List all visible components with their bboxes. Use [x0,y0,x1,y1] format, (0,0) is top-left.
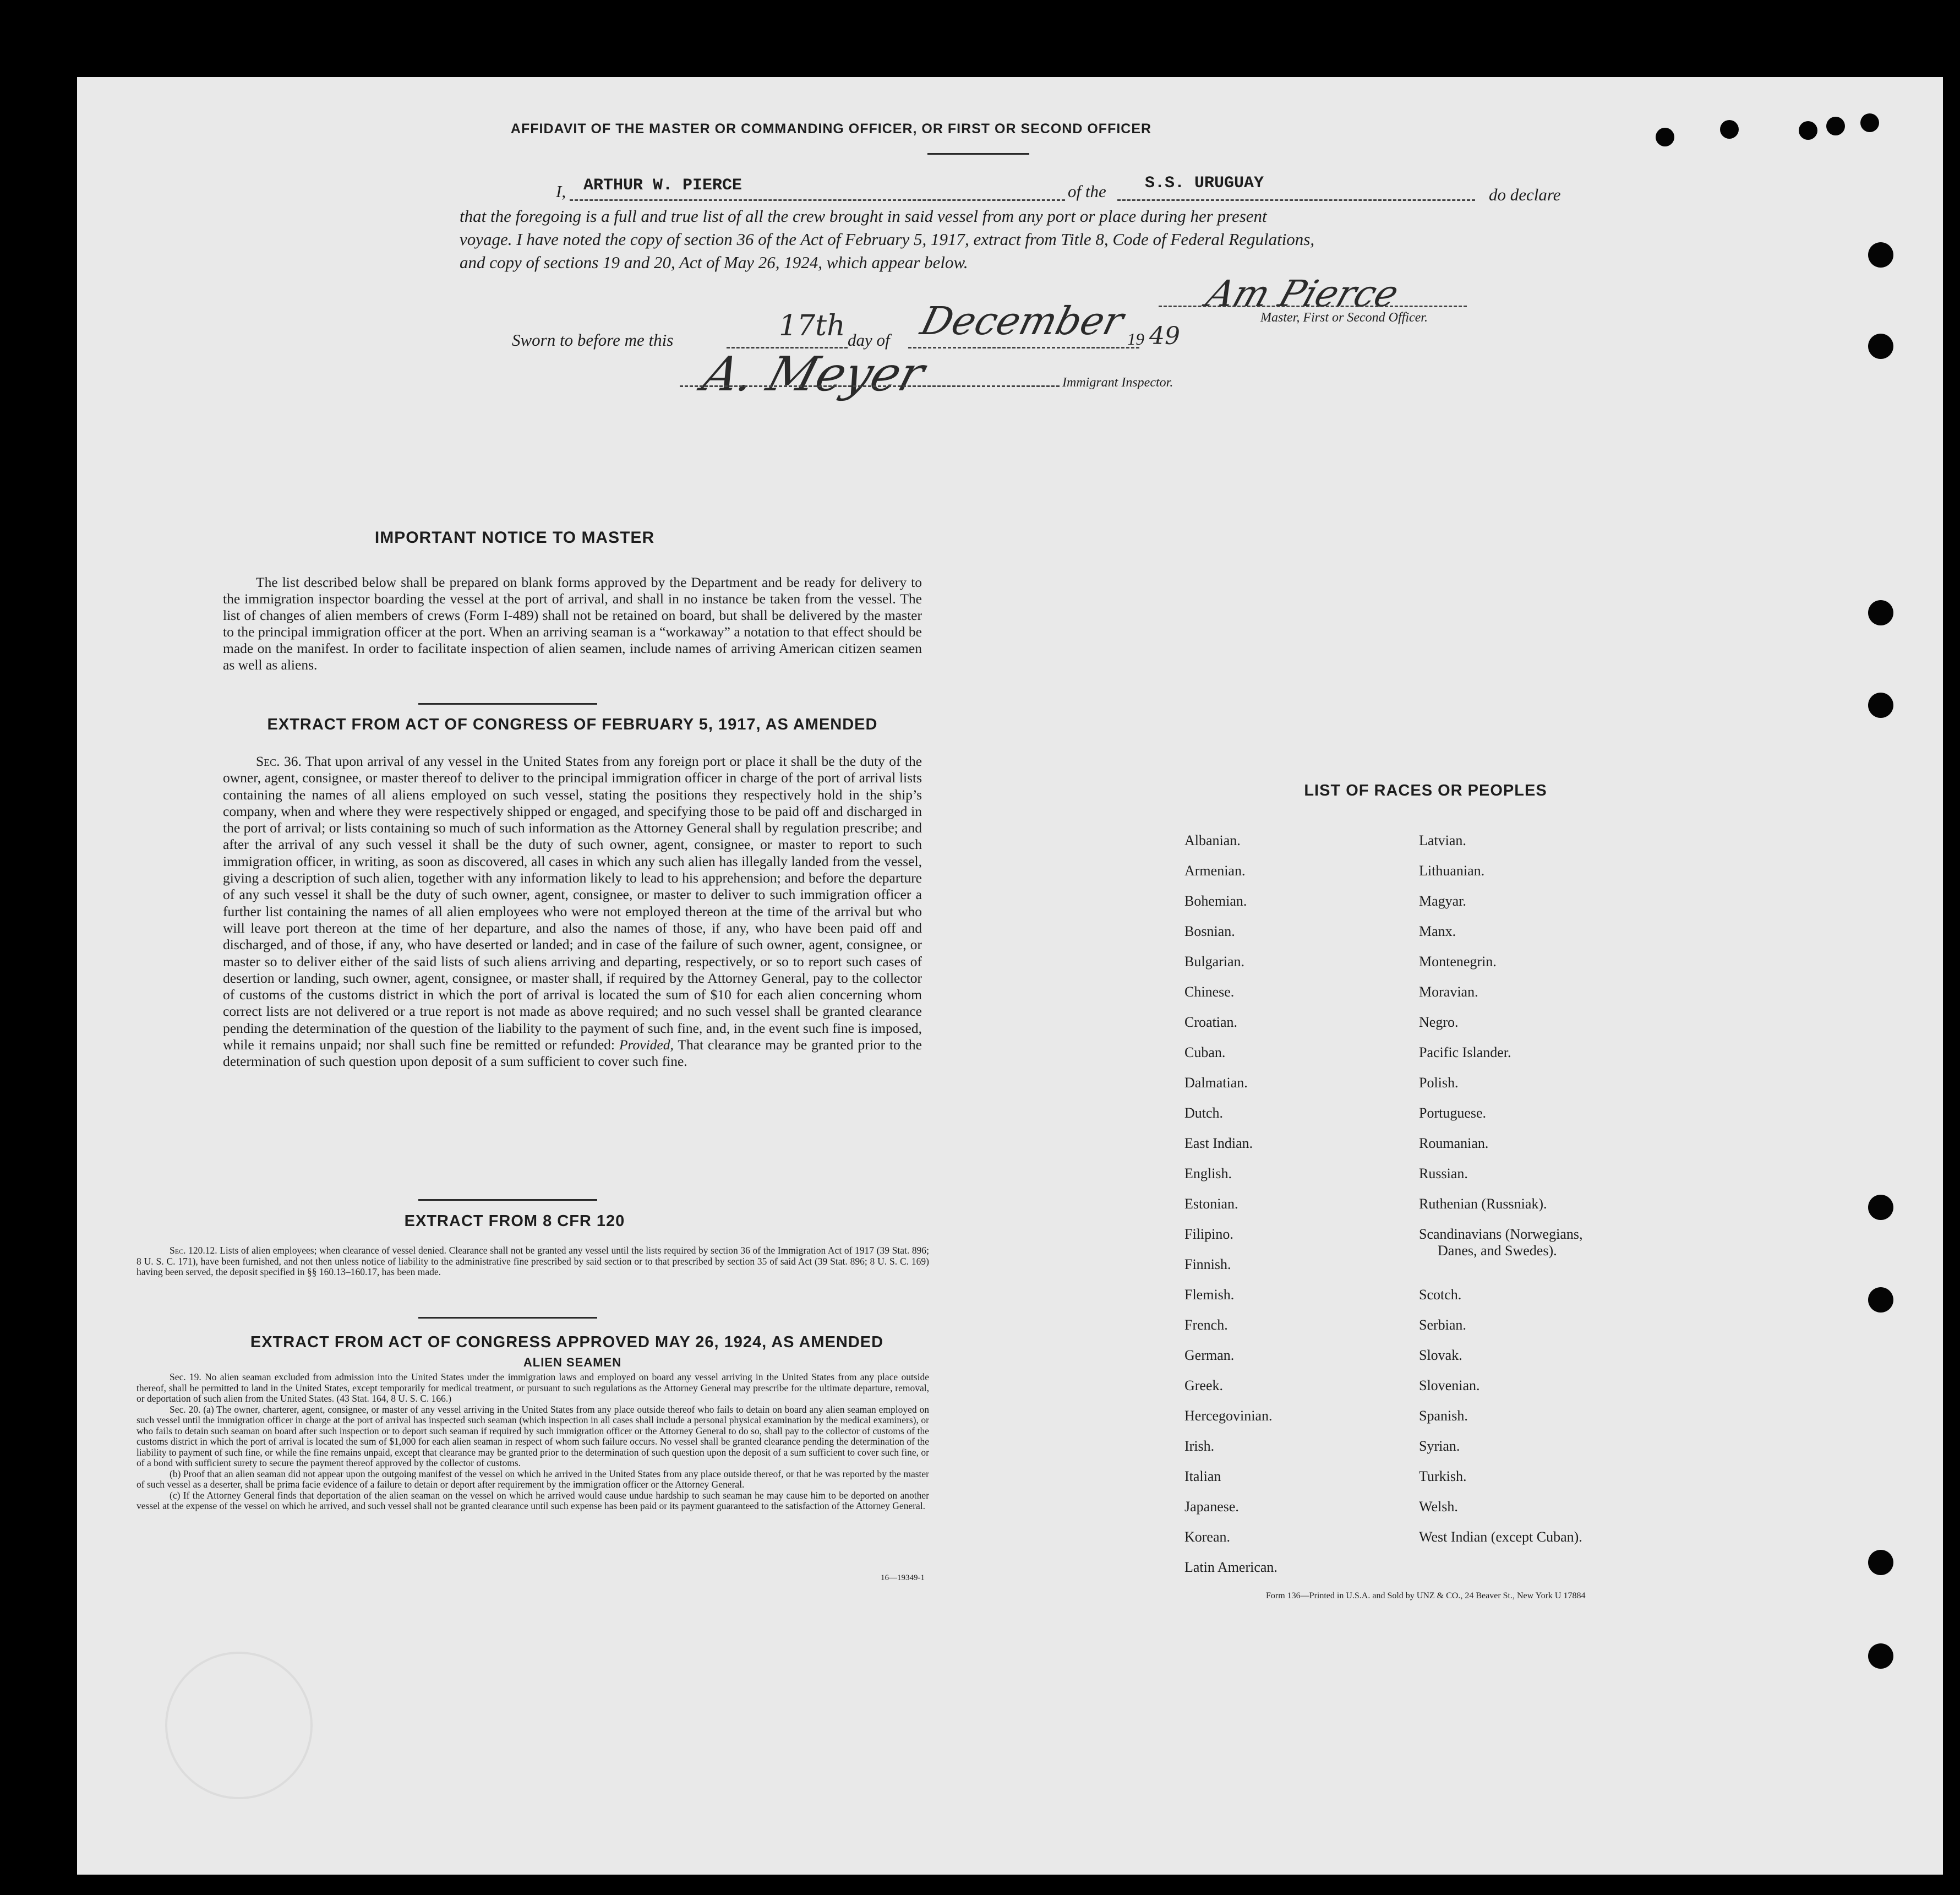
race-item: Montenegrin. [1419,954,1497,970]
race-item: Polish. [1419,1075,1459,1091]
race-item: Russian. [1419,1166,1468,1181]
statement-line: and copy of sections 19 and 20, Act of May 26, 1924, which appear below. [460,253,968,272]
sec-120-label: Sec. 120.12. [170,1245,217,1256]
race-item: Dutch. [1184,1105,1224,1121]
extract-cfr-body [137,1245,929,1278]
race-item: Latvian. [1419,832,1466,848]
extract-1917-body [223,753,922,1070]
race-item: Cuban. [1184,1044,1226,1060]
sworn-day: 17th [779,309,845,342]
race-item: Ruthenian (Russniak). [1419,1196,1547,1212]
races-left-column [1184,832,1394,1589]
race-item: Flemish. [1184,1287,1235,1303]
inspector-signature: A. Meyer [696,347,931,402]
race-item: Slovenian. [1419,1377,1480,1393]
vessel-name-line [1117,199,1475,201]
race-item: Bulgarian. [1184,954,1245,970]
day-of-label: day of [848,330,890,350]
sec-20c-paragraph: (c) If the Attorney General finds that deportation of the alien seaman on the vessel on which he arrived would cause undue hardship to such seaman he may cause him to be deported on another vessel at the expense of the vessel on which he arrived, and such vessel shall not be granted clearance until such expense has been paid or its payment guaranteed to the satisfaction of the Attorney General. [137,1489,929,1511]
officer-name-line [570,199,1065,201]
race-item: Japanese. [1184,1499,1239,1515]
sec-36-label: Sec. 36. [256,753,302,769]
races-right-column [1419,832,1749,1559]
race-item: Latin American. [1184,1559,1277,1575]
race-item: Italian [1184,1468,1221,1484]
officer-name: ARTHUR W. PIERCE [583,176,742,195]
notice-body: The list described below shall be prepared on blank forms approved by the Department and be ready for delivery to the immigration inspector boarding the vessel at the port of arrival, and shall in no instance be taken from the vessel. The list of changes of alien members of crews (Form I-489) shall not be retained on board, but shall be delivered by the master to the principal immigration officer at the port. When an arriving seaman is a “workaway” a notation to that effect should be made on the manifest. In order to facilitate inspection of alien seamen, include names of arriving American citizen seamen as well as aliens. [223,574,922,673]
races-title: LIST OF RACES OR PEOPLES [1304,782,1547,799]
year-prefix: 19 [1127,329,1144,348]
sec-36-text-end: That clearance may be granted prior to the determination of such question upon deposit of a sum sufficient to cover such fine. [223,1037,922,1070]
race-item: Croatian. [1184,1014,1238,1030]
affidavit-statement [460,205,1571,274]
master-signature: Am Pierce [1201,273,1404,315]
race-item: English. [1184,1166,1232,1181]
vessel-name: S.S. URUGUAY [1145,174,1264,193]
race-item: Slovak. [1419,1347,1462,1363]
of-the-label: of the [1068,182,1106,201]
punch-hole [1826,117,1845,135]
extract-1924-title: EXTRACT FROM ACT OF CONGRESS APPROVED MAY 26, 1924, AS AMENDED [250,1333,884,1351]
punch-hole [1868,1643,1893,1669]
sec-20a-paragraph: Sec. 20. (a) The owner, charterer, agent, consignee, or master of any vessel arriving in the United States from any place outside thereof who fails to detain on board any alien seaman employed on such vessel until the immigration officer in charge at the port of arrival has inspected such seaman (which inspection in all cases shall include a personal physical examination by the medical examiners), or who fails to detain such seaman on board after such inspection or to deport such seaman if required by such immigration officer or the Attorney General to do so, shall pay to the collector of customs of the customs district in which the port of arrival is located the sum of $1,000 for each alien seaman in respect of whom such failure occurs. No vessel shall be granted clearance pending the determination of the liability to payment of such fine, or while the fine remains unpaid, except that clearance may be granted prior to the determination of such question upon the deposit of a sum sufficient to cover such fine, or of a bond with sufficient surety to secure the payment thereof approved by the collector of customs. [137,1403,929,1468]
race-item: Bosnian. [1184,923,1235,939]
punch-hole [1656,128,1674,146]
title-divider [927,153,1029,155]
punch-hole [1868,1550,1893,1575]
faint-seal [165,1652,313,1799]
race-item: Magyar. [1419,893,1466,909]
sworn-label: Sworn to before me this [512,330,674,350]
inspector-caption: Immigrant Inspector. [1062,375,1173,390]
race-item: Negro. [1419,1014,1459,1030]
race-item: Finnish. [1184,1256,1231,1272]
statement-line: that the foregoing is a full and true list of all the crew brought in said vessel from any port or place during her present [460,206,1267,226]
race-item: East Indian. [1184,1135,1253,1151]
sworn-month-line [908,347,1139,348]
punch-hole [1868,242,1893,268]
race-item: Manx. [1419,923,1456,939]
do-declare-label: do declare [1489,185,1561,204]
punch-hole [1868,600,1893,625]
race-item: Pacific Islander. [1419,1044,1511,1060]
punch-hole [1868,1287,1893,1313]
section-divider [418,1199,597,1201]
race-item: Moravian. [1419,984,1478,1000]
affidavit-title: AFFIDAVIT OF THE MASTER OR COMMANDING OFFICER, OR FIRST OR SECOND OFFICER [510,121,1152,137]
year-suffix: 49 [1149,322,1180,350]
master-signature-line [1159,306,1467,307]
race-item: Roumanian. [1419,1135,1489,1151]
punch-hole [1799,121,1817,140]
punch-hole [1720,120,1739,139]
race-item: Korean. [1184,1529,1231,1545]
race-item: Greek. [1184,1377,1224,1393]
race-item: Chinese. [1184,984,1235,1000]
punch-hole [1860,113,1879,132]
notice-title: IMPORTANT NOTICE TO MASTER [374,529,655,547]
race-item: Turkish. [1419,1468,1467,1484]
inspector-signature-line [680,385,1060,387]
provided-word: Provided, [619,1037,674,1053]
race-item: Albanian. [1184,832,1241,848]
race-item: Estonian. [1184,1196,1238,1212]
sworn-month: December [916,298,1128,344]
race-item: Scotch. [1419,1287,1462,1303]
race-item: Armenian. [1184,863,1246,879]
document-sheet [77,77,1943,1875]
race-item: Lithuanian. [1419,863,1485,879]
race-item: Portuguese. [1419,1105,1487,1121]
print-code: 16—19349-1 [881,1573,925,1582]
extract-1924-subtitle: ALIEN SEAMEN [523,1355,622,1369]
race-item: Filipino. [1184,1226,1233,1242]
race-item: French. [1184,1317,1228,1333]
extract-cfr-title: EXTRACT FROM 8 CFR 120 [404,1212,625,1230]
race-item: Syrian. [1419,1438,1460,1454]
race-item: Bohemian. [1184,893,1247,909]
punch-hole [1868,334,1893,359]
race-item: Irish. [1184,1438,1215,1454]
race-item: Hercegovinian. [1184,1408,1273,1424]
extract-1924-body [137,1372,929,1512]
i-label: I, [556,182,566,201]
sec-120-text: Lists of alien employees; when clearance of vessel denied. Clearance shall not be granted any vessel until the lists required by section 36 of the Immigration Act of 1917 (39 Stat. 896; 8 U. S. C. 171), have been furnished, and not then unless notice of liability to the administrative fine prescribed by said section or to that prescribed by section 35 of said Act (39 Stat. 896; 8 U. S. C. 169) having been served, the deposit specified in §§ 160.13–160.17, has been made. [137,1245,929,1277]
sec-20b-paragraph: (b) Proof that an alien seaman did not appear upon the outgoing manifest of the vessel on which he arrived in the United States from any place outside thereof, or that he was reported by the master of such vessel as a deserter, shall be prima facie evidence of a failure to detain or deport after requirement by the immigration officer or the Attorney General. [137,1468,929,1490]
race-item: Dalmatian. [1184,1075,1248,1091]
race-item: German. [1184,1347,1235,1363]
section-divider [418,1317,597,1319]
punch-hole [1868,1195,1893,1220]
sec-19-paragraph: Sec. 19. No alien seaman excluded from admission into the United States under the immigration laws and employed on board any vessel arriving in the United States from any place outside thereof, shall be permitted to land in the United States, except temporarily for medical treatment, or pursuant to such regulations as the Attorney General may prescribe for the ultimate departure, removal, or deportation of such alien from the United States. (43 Stat. 164, 8 U. S. C. 166.) [137,1371,929,1404]
race-item: Scandinavians (Norwegians, [1419,1226,1583,1242]
race-item: Welsh. [1419,1499,1458,1515]
race-item: Serbian. [1419,1317,1466,1333]
statement-line: voyage. I have noted the copy of section 36 of the Act of February 5, 1917, extract from Title 8, Code of Federal Regulations, [460,230,1315,249]
form-footer-note: Form 136—Printed in U.S.A. and Sold by UNZ & CO., 24 Beaver St., New York U 17884 [1266,1591,1586,1600]
section-divider [418,703,597,705]
master-caption: Master, First or Second Officer. [1260,311,1428,325]
race-item-continued: Danes, and Swedes). [1438,1243,1557,1259]
extract-1917-title: EXTRACT FROM ACT OF CONGRESS OF FEBRUARY 5, 1917, AS AMENDED [267,716,878,733]
race-item: Spanish. [1419,1408,1468,1424]
punch-hole [1868,693,1893,718]
sec-36-text: That upon arrival of any vessel in the United States from any foreign port or place it shall be the duty of the owner, agent, consignee, or master thereof to deliver to the principal immigration officer in charge of the port of arrival lists containing the names of all aliens employed on such vessel, stating the positions they respectively hold in the ship’s company, when and where they were respectively shipped or engaged, and specifying those to be paid off and discharged in the port of arrival; or lists containing so much of such information as the Attorney General shall by regulation prescribe; and after the arrival of any such vessel it shall be the duty of such owner, agent, consignee, or master to report to such immigration officer, in writing, as soon as discovered, all cases in which any such alien has illegally landed from the vessel, giving a description of such alien, together with any information likely to lead to his apprehension; and before the departure of any such vessel it shall be the duty of such owner, agent, consignee, or master to deliver to such immigration officer a further list containing the names of all alien employees who were not employed thereon at the time of the arrival but who will leave port thereon at the time of her departure, and also the names of those, if any, who have been paid off and discharged, and of those, if any, who have deserted or landed; and in case of the failure of such owner, agent, consignee, or master so to deliver either of the said lists of such aliens arriving and departing, respectively, or so to report such cases of desertion or landing, such owner, agent, consignee, or master shall, if required by the Attorney General, pay to the collector of customs of the customs district in which the port of arrival is located the sum of $10 for each alien concerning whom correct lists are not delivered or a true report is not made as above required; and no such vessel shall be granted clearance pending the determination of the question of the liability to the payment of such fine, and, in the event such fine is imposed, while it remains unpaid; nor shall such fine be remitted or refunded: [223,753,922,1053]
race-item: West Indian (except Cuban). [1419,1529,1582,1545]
